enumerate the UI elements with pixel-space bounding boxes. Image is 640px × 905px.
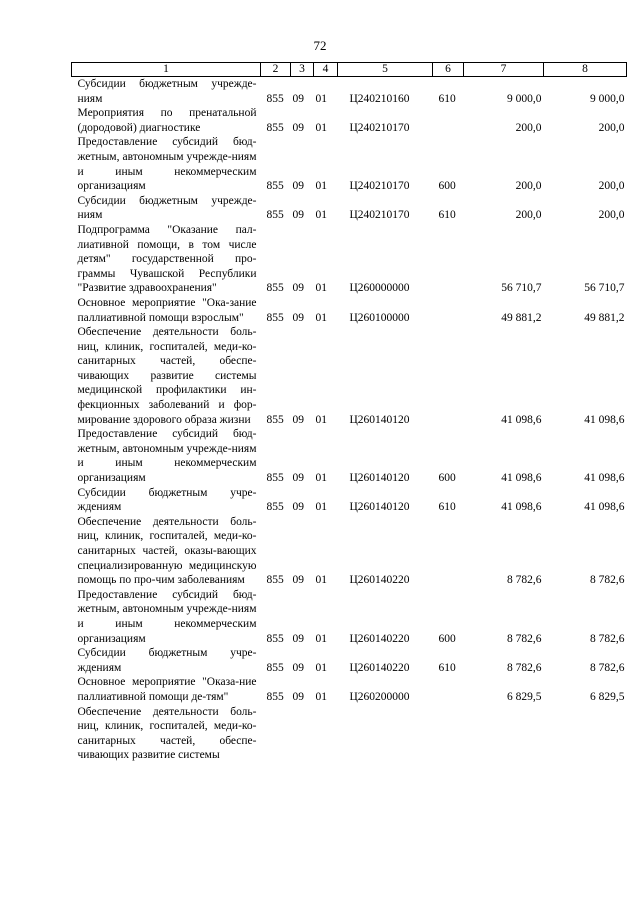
subsection-code-cell: 01 (315, 501, 327, 514)
subsection-code-cell: 01 (315, 472, 327, 485)
column-header-4: 4 (314, 63, 338, 77)
header-row (72, 63, 627, 77)
amount-cell-col8: 200,0 (598, 121, 625, 134)
target-article-cell (338, 705, 433, 763)
section-code-cell: 09 (292, 180, 304, 193)
amount-cell-col7: 200,0 (515, 209, 542, 222)
ved-code-cell: 855 (266, 282, 284, 295)
section-code-cell: 09 (292, 661, 304, 674)
ved-code-cell: 855 (266, 574, 284, 587)
subsection-code-cell (314, 705, 338, 763)
table-row (72, 515, 627, 588)
amount-cell-col8: 8 782,6 (590, 632, 625, 645)
ved-code-cell (261, 705, 291, 763)
column-header-3: 3 (291, 63, 314, 77)
table-body (72, 77, 627, 763)
table-row (72, 427, 627, 485)
target-article-cell: Ц240210170 (349, 121, 410, 134)
target-article-cell: Ц260200000 (349, 690, 410, 703)
expense-type-cell (433, 325, 464, 427)
expense-type-cell: 600 (438, 180, 456, 193)
subsection-code-cell: 01 (315, 632, 327, 645)
amount-cell-col8: 49 881,2 (584, 311, 625, 324)
row-name-cell: Основное мероприятие "Оказа-ние паллиативной помощи де-тям" (77, 676, 257, 703)
section-code-cell: 09 (292, 501, 304, 514)
expense-type-cell: 610 (438, 92, 456, 105)
amount-cell-col8: 41 098,6 (584, 501, 625, 514)
column-header-5: 5 (338, 63, 433, 77)
amount-cell-col7: 49 881,2 (501, 311, 542, 324)
ved-code-cell: 855 (266, 92, 284, 105)
row-name-cell: Мероприятия по пренатальной (дородовой) диагностике (77, 107, 257, 134)
row-name-cell: Субсидии бюджетным учрежде-ниям (77, 78, 257, 105)
column-header-1: 1 (72, 63, 261, 77)
amount-cell-col8: 6 829,5 (590, 690, 625, 703)
row-name-cell: Обеспечение деятельности боль-ниц, клиник, госпиталей, меди-ко-санитарных частей, обеспе-чивающих развитие системы (77, 705, 257, 762)
expense-type-cell: 610 (438, 501, 456, 514)
subsection-code-cell: 01 (315, 282, 327, 295)
target-article-cell: Ц260140120 (349, 501, 410, 514)
amount-cell-col7: 41 098,6 (501, 413, 542, 426)
ved-code-cell: 855 (266, 690, 284, 703)
amount-cell-col7: 200,0 (515, 180, 542, 193)
subsection-code-cell: 01 (315, 661, 327, 674)
amount-cell-col7: 6 829,5 (507, 690, 542, 703)
amount-cell-col8: 9 000,0 (590, 92, 625, 105)
subsection-code-cell: 01 (315, 121, 327, 134)
target-article-cell: Ц260140220 (349, 574, 410, 587)
amount-cell-col8: 200,0 (598, 209, 625, 222)
subsection-code-cell: 01 (315, 413, 327, 426)
row-name-cell: Основное мероприятие "Ока-зание паллиативной помощи взрослым" (77, 296, 257, 324)
table-row (72, 135, 627, 193)
expense-type-cell (433, 515, 464, 588)
table-row (72, 646, 627, 675)
table-row (72, 106, 627, 135)
expense-type-cell: 610 (438, 209, 456, 222)
target-article-cell: Ц240210160 (349, 92, 410, 105)
subsection-code-cell: 01 (315, 180, 327, 193)
row-name-cell: Субсидии бюджетным учре-ждениям (77, 486, 257, 514)
amount-cell-col7: 9 000,0 (507, 92, 542, 105)
target-article-cell: Ц260140120 (349, 472, 410, 485)
target-article-cell: Ц260000000 (349, 282, 410, 295)
amount-cell-col7: 41 098,6 (501, 501, 542, 514)
section-code-cell: 09 (292, 282, 304, 295)
ved-code-cell: 855 (266, 180, 284, 193)
expense-type-cell (433, 223, 464, 296)
expense-type-cell (433, 705, 464, 763)
section-code-cell (291, 705, 314, 763)
subsection-code-cell: 01 (315, 690, 327, 703)
section-code-cell: 09 (292, 690, 304, 703)
row-name-cell: Предоставление субсидий бюд-жетным, автономным учрежде-ниям и иным некоммерческим организациям (77, 136, 257, 193)
ved-code-cell: 855 (266, 209, 284, 222)
budget-table (71, 62, 627, 763)
expense-type-cell: 600 (438, 472, 456, 485)
section-code-cell: 09 (292, 472, 304, 485)
section-code-cell: 09 (292, 574, 304, 587)
row-name-cell: Субсидии бюджетным учре-ждениям (77, 647, 257, 674)
page-number: 72 (313, 38, 327, 53)
row-name-cell: Обеспечение деятельности боль-ниц, клиник, госпиталей, меди-ко-санитарных частей, обеспе-чивающих развитие системы медицинской профилактики ин-фекционных заболеваний и фор-мирование здорового образа жизни (77, 326, 257, 426)
ved-code-cell: 855 (266, 661, 284, 674)
section-code-cell: 09 (292, 209, 304, 222)
target-article-cell: Ц260140120 (349, 413, 410, 426)
target-article-cell: Ц240210170 (349, 180, 410, 193)
section-code-cell: 09 (292, 121, 304, 134)
amount-cell-col7: 8 782,6 (507, 632, 542, 645)
table-row (72, 486, 627, 515)
table-row (72, 675, 627, 704)
amount-cell-col8: 8 782,6 (590, 574, 625, 587)
table-row (72, 588, 627, 646)
section-code-cell: 09 (292, 413, 304, 426)
ved-code-cell: 855 (266, 311, 284, 324)
column-header-7: 7 (464, 63, 544, 77)
amount-cell-col8: 8 782,6 (590, 661, 625, 674)
target-article-cell: Ц260100000 (349, 311, 410, 324)
amount-cell-col7: 56 710,7 (501, 282, 542, 295)
row-name-cell: Предоставление субсидий бюд-жетным, автономным учрежде-ниям и иным некоммерческим организациям (77, 428, 257, 485)
amount-cell-col8 (544, 705, 627, 763)
row-name-cell: Обеспечение деятельности боль-ниц, клиник, госпиталей, меди-ко-санитарных частей, оказы-вающих специализированную медицинскую помощь по про-чим заболеваниям (77, 515, 257, 587)
column-header-2: 2 (261, 63, 291, 77)
table-row (72, 77, 627, 107)
row-name-cell: Субсидии бюджетным учрежде-ниям (77, 194, 257, 222)
expense-type-cell (433, 106, 464, 135)
amount-cell-col7: 200,0 (515, 121, 542, 134)
expense-type-cell: 610 (438, 661, 456, 674)
amount-cell-col7 (464, 705, 544, 763)
subsection-code-cell: 01 (315, 209, 327, 222)
subsection-code-cell: 01 (315, 574, 327, 587)
subsection-code-cell: 01 (315, 311, 327, 324)
target-article-cell: Ц260140220 (349, 661, 410, 674)
table-row (72, 223, 627, 296)
ved-code-cell: 855 (266, 632, 284, 645)
amount-cell-col7: 8 782,6 (507, 574, 542, 587)
column-header-8: 8 (544, 63, 627, 77)
table-row (72, 705, 627, 763)
ved-code-cell: 855 (266, 501, 284, 514)
amount-cell-col7: 41 098,6 (501, 472, 542, 485)
ved-code-cell: 855 (266, 472, 284, 485)
expense-type-cell (433, 675, 464, 704)
table-row (72, 194, 627, 223)
section-code-cell: 09 (292, 632, 304, 645)
row-name-cell: Подпрограмма "Оказание пал-лиативной помощи, в том числе детям" государственной про-граммы Чувашской Республики "Развитие здравоохранения" (77, 223, 257, 295)
amount-cell-col8: 56 710,7 (584, 282, 625, 295)
table-row (72, 325, 627, 427)
amount-cell-col8: 41 098,6 (584, 472, 625, 485)
ved-code-cell: 855 (266, 413, 284, 426)
target-article-cell: Ц240210170 (349, 209, 410, 222)
table-row (72, 296, 627, 325)
expense-type-cell: 600 (438, 632, 456, 645)
column-header-6: 6 (433, 63, 464, 77)
subsection-code-cell: 01 (315, 92, 327, 105)
target-article-cell: Ц260140220 (349, 632, 410, 645)
section-code-cell: 09 (292, 92, 304, 105)
row-name-cell: Предоставление субсидий бюд-жетным, автономным учрежде-ниям и иным некоммерческим организациям (77, 588, 257, 645)
ved-code-cell: 855 (266, 121, 284, 134)
section-code-cell: 09 (292, 311, 304, 324)
amount-cell-col8: 200,0 (598, 180, 625, 193)
amount-cell-col8: 41 098,6 (584, 413, 625, 426)
expense-type-cell (433, 296, 464, 325)
amount-cell-col7: 8 782,6 (507, 661, 542, 674)
